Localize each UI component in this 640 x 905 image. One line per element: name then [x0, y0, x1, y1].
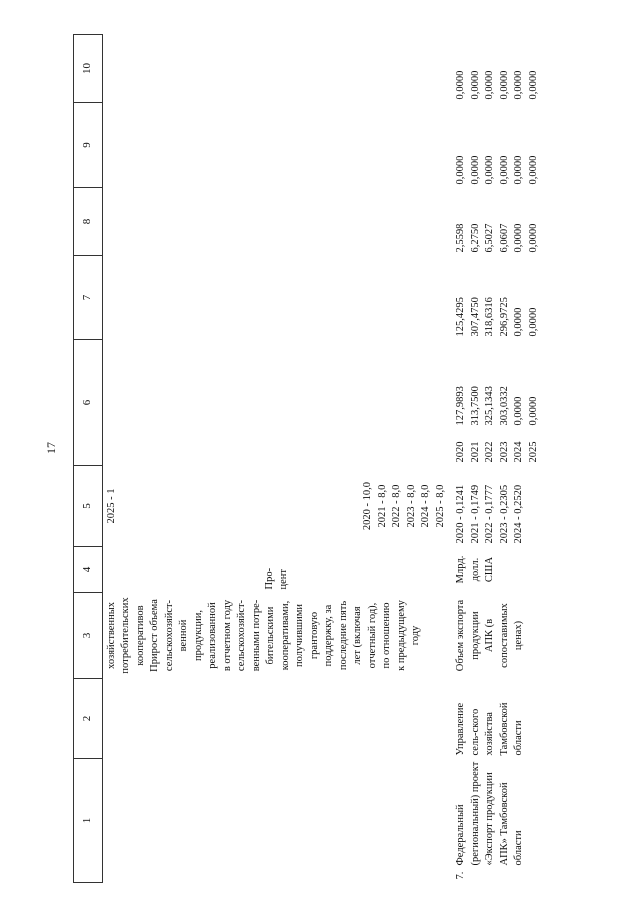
executor-line: Управление — [455, 702, 467, 756]
prev-target-2025: 2025 - 1 — [106, 488, 117, 524]
executor-line: Тамбовской — [498, 702, 510, 756]
header-cell-6: 6 — [74, 340, 103, 466]
col-7-value: 127,9893 — [455, 386, 467, 426]
col-7-value: 313,7500 — [469, 386, 481, 426]
indicator-line: Объем экспорта — [455, 599, 467, 672]
targets — [448, 466, 541, 547]
project-name-line: «Экспорт продукции — [484, 772, 496, 866]
target-line: 2024 - 0,2520 — [513, 484, 525, 544]
col-11-value: 0,0000 — [527, 70, 539, 100]
project-name — [448, 759, 541, 869]
col-10-value: 0,0000 — [513, 155, 525, 185]
prev-indicator-line: сельскохозяйст- — [236, 599, 248, 672]
target-line: 2023 - 0,2305 — [498, 484, 510, 544]
prev-indicator-line: кооперативов — [134, 605, 146, 666]
col-10-value: 0,0000 — [455, 155, 467, 185]
col-8-value: 318,6316 — [484, 297, 496, 337]
col-11-value: 0,0000 — [513, 70, 525, 100]
col-9-values — [448, 188, 541, 256]
prev-target-line: 2021 - 8,0 — [376, 484, 388, 528]
col-9-value: 0,0000 — [513, 223, 525, 253]
prev-unit-line: цент — [278, 569, 290, 590]
col-9-value: 2,5598 — [455, 223, 467, 253]
project-name-line: Федеральный — [455, 804, 467, 866]
prev-indicator-line: кооперативами, — [279, 600, 291, 671]
prev-indicator-line: лет (включая — [352, 606, 364, 665]
col-7-value: 0,0000 — [527, 396, 539, 426]
col-10-value: 0,0000 — [527, 155, 539, 185]
prev-indicator-line: поддержку, за — [323, 604, 335, 667]
prev-unit — [103, 547, 449, 593]
prev-indicator-line: последние пять — [337, 600, 349, 671]
project-name-line: (региональный) проект — [469, 761, 481, 866]
unit-line: США — [484, 556, 496, 583]
col-7-value: 303,0332 — [498, 386, 510, 426]
indicator-name — [448, 593, 541, 679]
header-cell-8: 8 — [74, 188, 103, 256]
target-line: 2022 - 0,1777 — [484, 484, 496, 544]
header-cell-9: 9 — [74, 103, 103, 188]
col-7-value: 0,0000 — [513, 396, 525, 426]
col-10-value: 0,0000 — [498, 155, 510, 185]
header-cell-10: 10 — [74, 35, 103, 103]
col-10-values — [448, 103, 541, 188]
col-9-value: 0,0000 — [527, 223, 539, 253]
prev-indicator-line: получившими — [294, 603, 306, 668]
executor — [448, 679, 541, 759]
prev-indicator-line: продукции, — [192, 610, 204, 661]
row-number: 7. — [455, 871, 467, 880]
prev-indicator-line: венными потре- — [250, 599, 262, 672]
prev-target-line: 2025 - 8,0 — [434, 484, 446, 528]
executor-line: области — [513, 720, 525, 756]
prev-indicator-line: хозяйственных — [106, 601, 117, 670]
col-11-value: 0,0000 — [469, 70, 481, 100]
unit-line: Млрд. — [455, 555, 467, 584]
prev-indicator-line: потребительских — [120, 597, 132, 674]
col-8-value: 0,0000 — [513, 307, 525, 337]
unit — [448, 547, 541, 593]
prev-targets — [103, 466, 449, 547]
continued-row — [103, 35, 449, 883]
col-9-value: 6,5027 — [484, 223, 496, 253]
indicator-line: сопоставимых — [498, 603, 510, 668]
col-8-values — [448, 256, 541, 340]
target-line: 2020 - 0,1241 — [455, 484, 467, 544]
indicators-table — [73, 34, 541, 883]
prev-indicator-line: бительскими — [265, 606, 277, 665]
prev-target-line: 2023 - 8,0 — [405, 484, 417, 528]
col-10-value: 0,0000 — [469, 155, 481, 185]
col-11-values — [448, 35, 541, 103]
prev-target-line: 2022 - 8,0 — [391, 484, 403, 528]
col-11-value: 0,0000 — [498, 70, 510, 100]
prev-indicator-line: венной — [178, 619, 190, 652]
col-7-value: 325,1343 — [484, 386, 496, 426]
header-cell-7: 7 — [74, 256, 103, 340]
unit-line: долл. — [469, 557, 481, 582]
prev-indicator-line: сельскохозяйст- — [163, 599, 175, 672]
prev-indicator-line: в отчетном году — [221, 599, 233, 672]
prev-indicator-line: году — [410, 625, 422, 646]
year-line: 2025 — [527, 441, 539, 463]
col-8-value: 0,0000 — [527, 307, 539, 337]
col-7-values — [448, 340, 541, 429]
table-row — [448, 35, 541, 883]
prev-indicator-line: Прирост объема — [149, 599, 161, 672]
prev-target-line: 2024 - 8,0 — [420, 484, 432, 528]
year-line: 2024 — [513, 441, 525, 463]
col-9-value: 6,2750 — [469, 223, 481, 253]
prev-indicator — [103, 593, 449, 679]
year-line: 2023 — [498, 441, 510, 463]
header-cell-4: 4 — [74, 547, 103, 593]
prev-indicator-line: по отношению — [381, 602, 393, 669]
header-cell-1: 1 — [74, 759, 103, 883]
prev-indicator-line: грантовую — [308, 611, 320, 660]
year-line: 2020 — [455, 441, 467, 463]
page-number: 17 — [44, 442, 58, 454]
col-9-value: 6,0607 — [498, 223, 510, 253]
executor-line: хозяйства — [484, 712, 496, 756]
indicator-line: АПК (в — [484, 618, 496, 653]
col-8-value: 125,4295 — [455, 297, 467, 337]
year-line: 2021 — [469, 441, 481, 463]
prev-indicator-line: к предыдущему — [395, 600, 407, 671]
prev-target-line: 2020 - 10,0 — [362, 481, 374, 531]
executor-line: сель-ского — [469, 708, 481, 756]
project-name-line: АПК» Тамбовской — [498, 782, 510, 866]
prev-indicator-line: отчетный год), — [366, 602, 378, 669]
project-name-line: области — [513, 830, 525, 866]
years — [448, 429, 541, 466]
year-line: 2022 — [484, 441, 496, 463]
header-cell-2: 2 — [74, 679, 103, 759]
header-row — [74, 35, 103, 883]
header-cell-3: 3 — [74, 593, 103, 679]
rotated-table-page — [73, 35, 539, 883]
target-line: 2021 - 0,1749 — [469, 484, 481, 544]
indicator-line: ценах) — [513, 620, 525, 651]
col-10-value: 0,0000 — [484, 155, 496, 185]
header-cell-5: 5 — [74, 466, 103, 547]
col-11-value: 0,0000 — [455, 70, 467, 100]
col-8-value: 296,9725 — [498, 297, 510, 337]
indicator-line: продукции — [469, 611, 481, 660]
prev-unit-line: Про- — [264, 567, 275, 590]
col-8-value: 307,4750 — [469, 297, 481, 337]
prev-indicator-line: реализованной — [207, 602, 219, 669]
col-11-value: 0,0000 — [484, 70, 496, 100]
